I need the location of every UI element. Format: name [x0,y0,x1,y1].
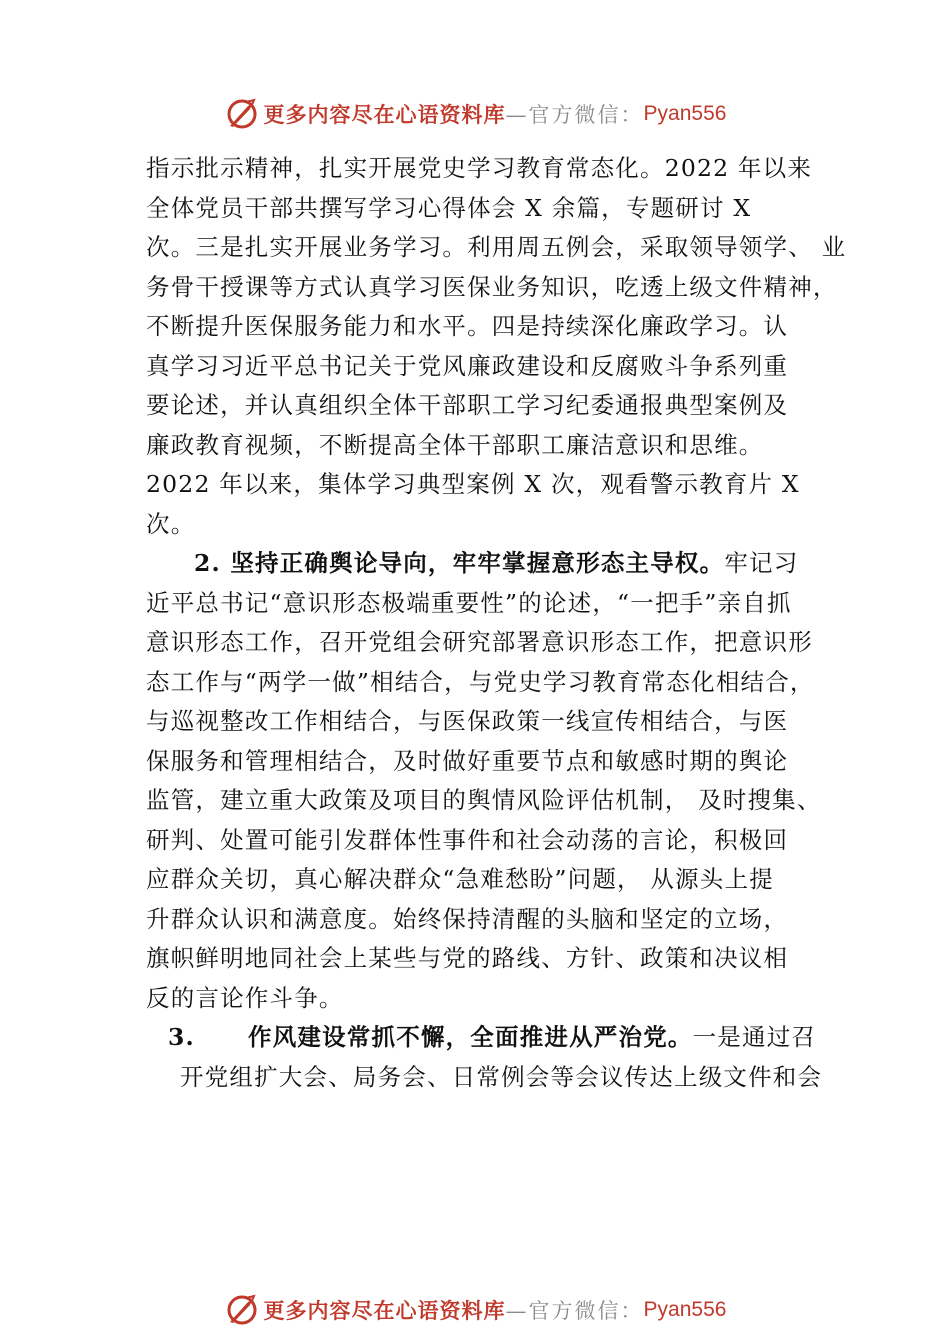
item2-line: 与巡视整改工作相结合，与医保政策一线宣传相结合，与医 [146,707,789,735]
header-wechat-label: —官方微信： [505,103,644,127]
footer-wechat-id: Pyan556 [643,1298,727,1321]
footer-watermark [0,1290,950,1330]
body-line: 不断提升医保服务能力和水平。四是持续深化廉政学习。认 [146,312,789,340]
footer-wechat-label: —官方微信： [505,1299,644,1323]
header-watermark [0,94,950,134]
body-line: 指示批示精神，扎实开展党史学习教育常态化。2022 年以来 [146,154,813,182]
item2-line: 态工作与“两学一做”相结合，与党史学习教育常态化相结合， [146,667,815,696]
body-line: 务骨干授课等方式认真学习医保业务知识，吃透上级文件精神， [146,272,838,301]
item2-line: 监管，建立重大政策及项目的舆情风险评估机制， 及时搜集、 [146,786,822,814]
body-line: 要论述，并认真组织全体干部职工学习纪委通报典型案例及 [146,391,789,419]
item2-line: 近平总书记“意识形态极端重要性”的论述，“一把手”亲自抓 [146,588,792,617]
document-body [146,149,847,1097]
body-line: 次。三是扎实开展业务学习。利用周五例会，采取领导领学、 业 [146,233,847,261]
item3-heading: 作风建设常抓不懈，全面推进从严治党。 [248,1023,693,1051]
body-line: 2022 年以来，集体学习典型案例 X 次，观看警示教育片 X [146,470,800,498]
item3-number: 3. [168,1023,195,1051]
header-wechat-id: Pyan556 [643,102,727,125]
item2-line: 研判、处置可能引发群体性事件和社会动荡的言论，积极回 [146,825,789,854]
body-line: 全体党员干部共撰写学习心得体会 X 余篇，专题研讨 X [146,193,752,222]
item3-heading-line [146,1018,836,1058]
body-line: 次。 [146,509,196,538]
item3-lead: 一是通过召 [692,1023,817,1051]
brush-logo-icon [224,1292,260,1328]
item2-line: 意识形态工作，召开党组会研究部署意识形态工作，把意识形 [146,628,813,656]
item2-heading-line [146,544,836,584]
header-brand-text: 更多内容尽在心语资料库 [263,102,506,127]
footer-brand-text: 更多内容尽在心语资料库 [263,1298,506,1323]
item2-heading: 2. 坚持正确舆论导向，牢牢掌握意形态主导权。 [194,549,725,577]
item2-line: 保服务和管理相结合，及时做好重要节点和敏感时期的舆论 [146,746,789,775]
item2-line: 应群众关切，真心解决群众“急难愁盼”问题， 从源头上提 [146,865,774,893]
item2-line: 反的言论作斗争。 [146,983,344,1012]
item3-line: 开党组扩大会、局务会、日常例会等会议传达上级文件和会 [180,1062,823,1091]
body-line: 廉政教育视频，不断提高全体干部职工廉洁意识和思维。 [146,430,764,459]
item2-lead: 牢记习 [724,549,799,577]
brush-logo-icon [224,96,260,132]
item2-line: 升群众认识和满意度。始终保持清醒的头脑和坚定的立场， [146,904,789,933]
item2-line: 旗帜鲜明地同社会上某些与党的路线、方针、政策和决议相 [146,944,789,972]
body-line: 真学习习近平总书记关于党风廉政建设和反腐败斗争系列重 [146,351,789,380]
